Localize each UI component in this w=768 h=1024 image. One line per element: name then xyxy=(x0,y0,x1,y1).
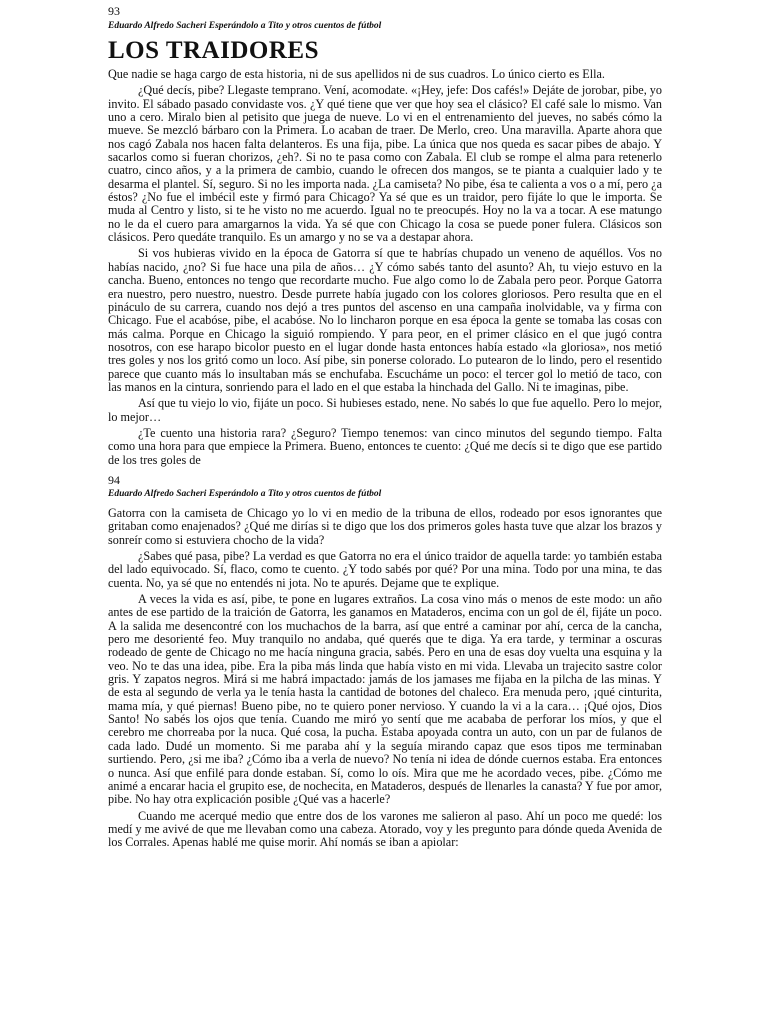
page-number: 93 xyxy=(108,4,120,18)
paragraph: ¿Sabes qué pasa, pibe? La verdad es que Gatorra no era el único traidor de aquella tarde: yo también estaba del lado equivocado. Sí, flaco, como te cuento. ¿Y todo sabés por qué? Por una mina. Todo por una mina, te das cuenta. No, ya sé que no entendés ni jota. No te apurés. Dejame que te explique. xyxy=(108,549,662,590)
paragraph: ¿Te cuento una historia rara? ¿Seguro? Tiempo tenemos: van cinco minutos del segundo tiempo. Falta como una hora para que empiece la Primera. Bueno, entonces te cuento: ¿Qué me decís si te digo que ese partido de los tres goles de xyxy=(108,425,662,467)
paragraph: Gatorra con la camiseta de Chicago yo lo vi en medio de la tribuna de ellos, rodeado por esos ignorantes que gritaban como enajenados? ¿Qué me dirías si te digo que los dos primeros goles hasta tuve que alzar los brazos y sonreír como si estuviera chocho de la vida? xyxy=(108,505,662,547)
page-93 xyxy=(108,4,662,467)
document-page xyxy=(108,4,662,853)
paragraph: Así que tu viejo lo vio, fijáte un poco. Si hubieses estado, nene. No sabés lo que fue aquello. Pero lo mejor, lo mejor… xyxy=(108,396,662,424)
running-head: Eduardo Alfredo Sacheri Esperándolo a Tito y otros cuentos de fútbol xyxy=(108,21,382,31)
page-94 xyxy=(108,473,662,850)
paragraph: A veces la vida es así, pibe, te pone en lugares extraños. La cosa vino más o menos de este modo: un año antes de ese partido de la traición de Gatorra, les ganamos en Mataderos, encima con un gol de él, fijáte un poco. A la salida me desencontré con los muchachos de la barra, así que entré a caminar por ahí, cerca de la cancha, pero me desorienté feo. Muy tranquilo no andaba, qué querés que te diga. Ya era tarde, y terminar a oscuras rodeado de gente de Chicago no me hacía ninguna gracia, sabés. Pero en una de esas doy vuelta una esquina y la veo. No te das una idea, pibe. Era la piba más linda que había visto en mi vida. Llevaba un trajecito sastre color gris. Y zapatos negros. Mirá si me habrá impactado: jamás de los jamases me fijaba en la pilcha de las minas. Y de esta al segundo de verla ya le tenía hasta la cantidad de botones del chaleco. Era menuda pero, ¡qué cinturita, mama mía, y qué piernas! Bueno pibe, no te quiero poner nervioso. Y cuando la vi a la cara… ¡Qué ojos, Dios Santo! No sabés los ojos que tenía. Cuando me miró yo sentí que me acababa de perforar los míos, y que el cerebro me chorreaba por la nuca. Qué cosa, la pucha. Estaba apoyada contra un auto, con un par de fulanos de cada lado. Dudé un momento. Si me paraba ahí y la seguía mirando capaz que esos tipos me terminaban surtiendo. Pero, ¿si me iba? ¿Cómo iba a verla de nuevo? No tenía ni idea de dónde cuernos estaba. Era entonces o nunca. Así que enfilé para donde estaban. Sí, como lo oís. Mira que me he acordado veces, pibe. ¿Cómo me animé a encarar hacia el grupito ese, de nochecita, en Mataderos, después de llenarles la canasta? Y fue por amor, pibe. No hay otra explicación posible ¿Qué vas a hacerle? xyxy=(108,592,662,807)
running-head: Eduardo Alfredo Sacheri Esperándolo a Tito y otros cuentos de fútbol xyxy=(108,488,382,499)
story-title: LOS TRAIDORES xyxy=(108,37,319,64)
paragraph: Cuando me acerqué medio que entre dos de los varones me salieron al paso. Ahí un poco me quedé: los medí y me avivé de que me llevaban como una cabeza. Atorado, voy y les pregunto para dónde queda Avenida de los Corrales. Apenas hablé me quise morir. Ahí nomás se iban a apiolar: xyxy=(108,808,662,850)
page-number: 94 xyxy=(108,472,120,487)
paragraph: Que nadie se haga cargo de esta historia, ni de sus apellidos ni de sus cuadros. Lo único cierto es Ella. xyxy=(108,67,605,81)
paragraph: ¿Qué decís, pibe? Llegaste temprano. Vení, acomodate. «¡Hey, jefe: Dos cafés!» Dejáte de jorobar, pibe, yo invito. El sábado pasado convidaste vos. ¿Y qué tiene que ver que hoy sea el clásico? El café sale lo mismo. Van uno a cero. Miralo bien al petisito que juega de nueve. Lo vi en el entrenamiento del jueves, no sabés cómo la mueve. Se mezcló bárbaro con la Primera. Lo acaban de traer. De Merlo, creo. Una maravilla. Aparte ahora que nos cagó Zabala nos hacen falta delanteros. Es una fija, pibe. La única que nos queda es sacar pibes de abajo. Y sacarlos como si fueran chorizos, ¿eh?. Si no te pasa como con Zabala. El club se rompe el alma para retenerlo cuatro, cinco años, y a la primera de cambio, cuando le ofrecen dos mangos, se te pianta a cualquier lado y te desarma el plantel. Sí, seguro. Si no les importa nada. ¿La camiseta? No pibe, ésa te calienta a vos o a mí, pero ¿a éstos? ¿No fue el imbécil este y firmó para Chicago? Ya sé que es un traidor, pero fijáte lo que le importa. Se muda al Centro y listo, si te he visto no me acuerdo. Igual no te preocupés. Hoy no la va a tocar. A ese matungo no le da el cuero para amargarnos la vida. Ya sé que con Chicago la cosa se puede poner fulera. Clásicos son clásicos. Pero quedáte tranquilo. Es un amargo y no se va a destapar ahora. xyxy=(108,83,662,245)
paragraph: Si vos hubieras vivido en la época de Gatorra sí que te habrías chupado un veneno de aquéllos. Vos no habías nacido, ¿no? Si fue hace una pila de años… ¿Y cómo sabés tanto del asunto? Ah, tu viejo estuvo en la cancha. Bueno, entonces no tengo que recordarte mucho. Fue algo como lo de Zabala pero peor. Porque Gatorra era nuestro, pero nuestro, nuestro. Desde purrete había jugado con los colores gloriosos. Pero resulta que en el pináculo de su carrera, cuando nos dejó a tres puntos del ascenso en una campaña inolvidable, va y firma con Chicago. Fue el acabóse, pibe, el acabóse. No lo lincharon porque en esa época la gente se tomaba las cosas con más calma. Porque en Chicago la siguió rompiendo. Y para peor, en el primer clásico en el que jugó contra nosotros, con ese harapo bicolor puesto en el lugar donde hasta entonces había estado «la gloriosa», nos metió tres goles y nos los gritó como un loco. Así pibe, sin ponerse colorado. Lo putearon de lo lindo, pero el resentido parece que cuanto más lo insultaban más se enchufaba. Escucháme un poco: el tercer gol lo metió de taco, con las manos en la cintura, sonriendo para el lado en el que estaba la hinchada del Gallo. Ni te imaginas, pibe. xyxy=(108,246,662,394)
